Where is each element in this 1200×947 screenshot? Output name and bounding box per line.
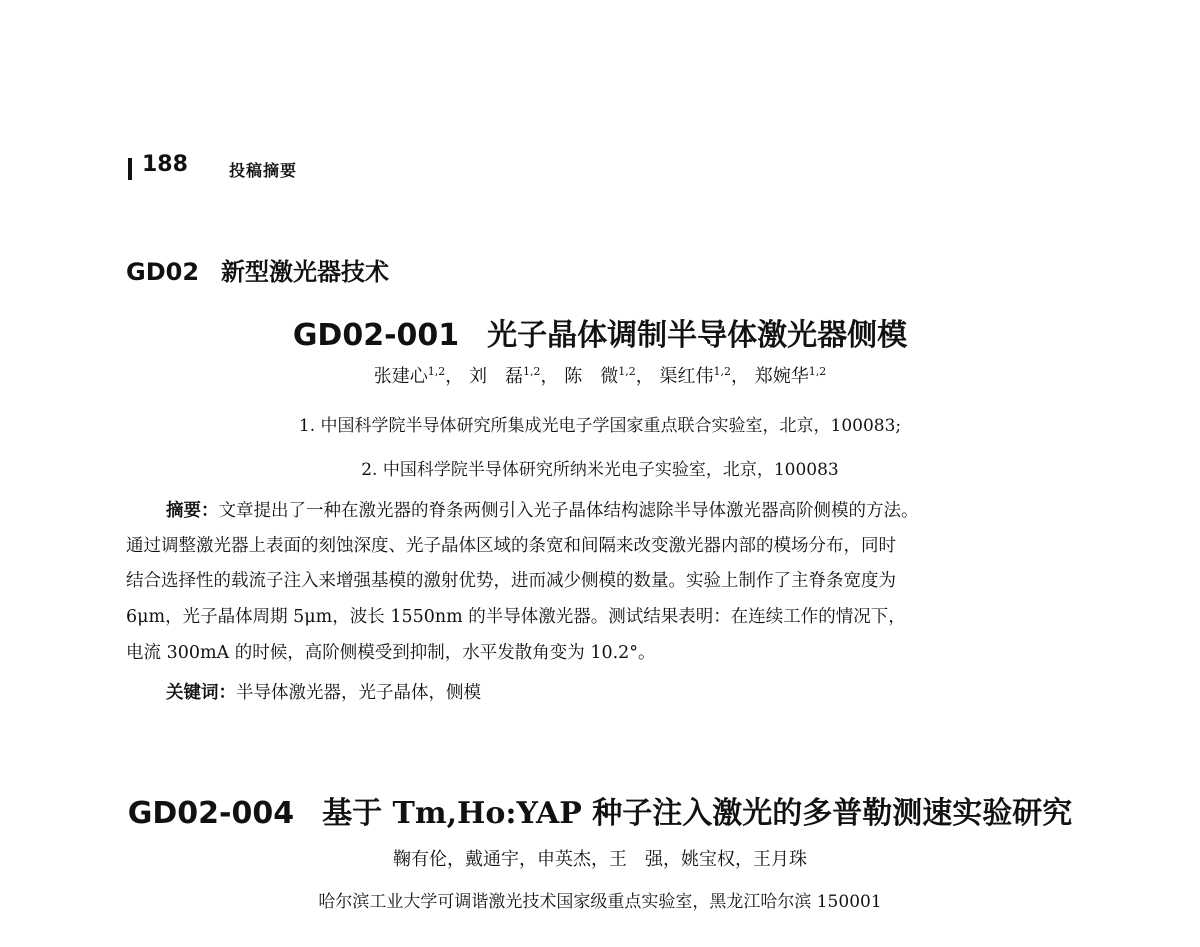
keywords-label: 关键词 [166, 683, 219, 703]
abstract-line: 通过调整激光器上表面的刻蚀深度、光子晶体区域的条宽和间隔来改变激光器内部的模场分布，同时 [126, 536, 896, 556]
article-2-title-text: 基于 Tm,Ho:YAP 种子注入激光的多普勒测速实验研究 [322, 796, 1073, 831]
article-2-title [0, 788, 1200, 832]
abstract-line: 结合选择性的载流子注入来增强基模的激射优势，进而减少侧模的数量。实验上制作了主脊条宽度为 [126, 571, 896, 591]
article-1-title [0, 310, 1200, 354]
article-1-affiliation-2: 2. 中国科学院半导体研究所纳米光电子实验室，北京，100083 [361, 460, 839, 480]
keywords-line: 关键词：半导体激光器，光子晶体，侧模 [166, 683, 481, 703]
running-head: 投稿摘要 [229, 161, 298, 180]
abstract-label: 摘要 [166, 501, 201, 521]
section-code: GD02 [126, 258, 200, 286]
author: 刘 磊 [469, 366, 524, 387]
keywords: 半导体激光器，光子晶体，侧模 [236, 683, 481, 703]
author: 陈 微 [564, 366, 619, 387]
page-number: 188 [142, 152, 188, 177]
article-2-authors: 鞠有伦，戴通宇，申英杰，王 强，姚宝权，王月珠 [393, 849, 807, 870]
abstract-line: 6μm，光子晶体周期 5μm，波长 1550nm 的半导体激光器。测试结果表明：在连续工作的情况下， [126, 607, 906, 627]
author: 张建心 [373, 366, 428, 387]
article-1-title-text: 光子晶体调制半导体激光器侧模 [487, 318, 908, 353]
article-1-code: GD02-001 [292, 318, 460, 353]
article-1-authors: 张建心$^{1,2}$， 刘 磊$^{1,2}$， 陈 微$^{1,2}$， 渠红伟$^{1,2}$， 郑婉华$^{1,2}$ [373, 365, 827, 387]
header-rule [128, 158, 132, 180]
section-title: 新型激光器技术 [221, 257, 390, 286]
author: 郑婉华 [754, 366, 809, 387]
section-heading [126, 252, 389, 287]
abstract-line: 摘要：文章提出了一种在激光器的脊条两侧引入光子晶体结构滤除半导体激光器高阶侧模的方法。 [166, 501, 919, 521]
abstract-line: 电流 300mA 的时候，高阶侧模受到抑制，水平发散角变为 10.2°。 [126, 643, 656, 663]
article-2-affiliation: 哈尔滨工业大学可调谐激光技术国家级重点实验室，黑龙江哈尔滨 150001 [318, 892, 882, 912]
article-1-affiliation-1: 1. 中国科学院半导体研究所集成光电子学国家重点联合实验室，北京，100083; [298, 416, 902, 436]
article-2-code: GD02-004 [127, 796, 295, 831]
author: 渠红伟 [659, 366, 714, 387]
